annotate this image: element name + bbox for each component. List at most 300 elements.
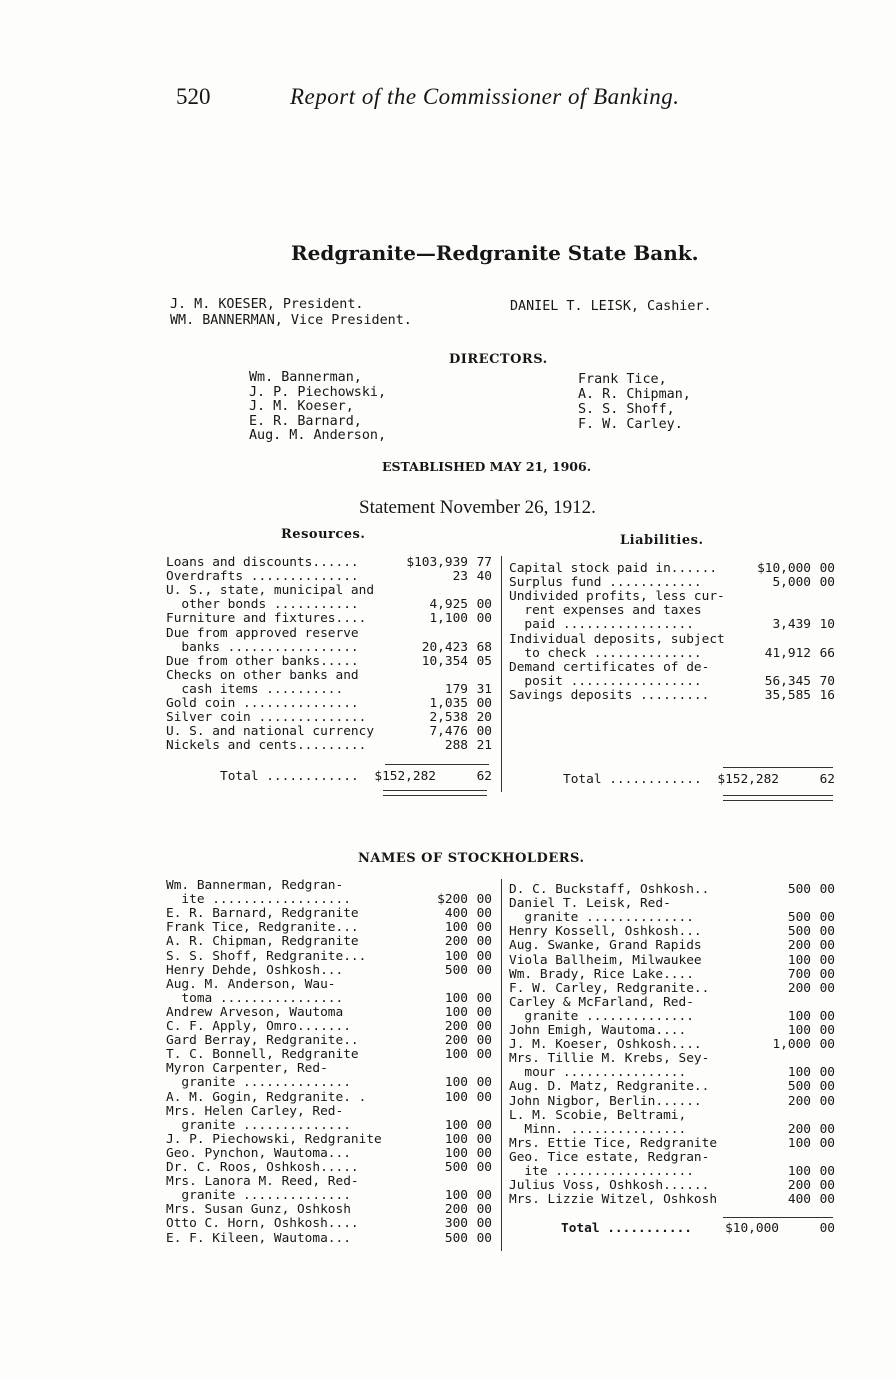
resource-line-cents: 05 xyxy=(476,653,492,669)
stockholder-row-cents: 00 xyxy=(476,920,492,936)
stockholder-row-dollars: 500 xyxy=(787,1079,811,1095)
stockholder-row-cents: 00 xyxy=(819,952,835,968)
stockholder-row-label: Mrs. Lizzie Witzel, Oshkosh xyxy=(509,1192,718,1208)
stockholder-row-label: toma ................ xyxy=(166,990,344,1006)
resources-table xyxy=(166,556,498,756)
resource-line-label: U. S., state, municipal and xyxy=(166,583,375,599)
resource-line-dollars: 10,354 xyxy=(421,653,468,669)
stockholder-row-cents: 00 xyxy=(476,990,492,1006)
liability-line-dollars: $10,000 xyxy=(757,561,811,576)
stockholder-row-dollars: 700 xyxy=(787,966,811,982)
stockholder-row xyxy=(166,1161,498,1175)
stockholder-row xyxy=(166,1175,498,1189)
liability-line-dollars: 5,000 xyxy=(772,575,811,591)
stockholders-total-cents: 00 xyxy=(819,1221,835,1236)
resources-total-cents: 62 xyxy=(476,769,492,784)
stockholder-row xyxy=(166,1048,498,1062)
stockholder-row-label: A. M. Gogin, Redgranite. . xyxy=(166,1089,367,1105)
stockholder-row-label: Otto C. Horn, Oshkosh.... xyxy=(166,1216,359,1232)
liability-line-cents: 66 xyxy=(819,645,835,661)
resource-line-label: Nickels and cents......... xyxy=(166,738,367,754)
stockholder-row-label: John Nigbor, Berlin...... xyxy=(509,1093,702,1109)
stockholder-row-label: ite .................. xyxy=(509,1164,694,1179)
stockholder-row xyxy=(166,1020,498,1034)
stockholder-row xyxy=(509,897,841,911)
stockholder-row xyxy=(509,1038,841,1052)
resource-line-cents: 40 xyxy=(476,569,492,585)
stockholder-row-cents: 00 xyxy=(476,1188,492,1204)
stockholder-row-label: Geo. Pynchon, Wautoma... xyxy=(166,1145,351,1161)
resource-line-cents: 20 xyxy=(476,710,492,726)
stockholder-row-dollars: 200 xyxy=(787,1121,811,1137)
resource-line xyxy=(166,612,498,626)
stockholder-row-dollars: 400 xyxy=(787,1192,811,1208)
stockholder-row-cents: 00 xyxy=(819,1135,835,1151)
stockholder-row-cents: 00 xyxy=(476,1033,492,1049)
stockholder-row-dollars: 200 xyxy=(444,1019,468,1034)
resource-line-label: Due from other banks..... xyxy=(166,653,359,669)
stockholder-row-dollars: 200 xyxy=(444,1033,468,1049)
stockholder-row-cents: 00 xyxy=(819,1023,835,1038)
resources-sum-rule xyxy=(385,764,489,765)
stockholder-row xyxy=(509,1024,841,1038)
stockholder-row-dollars: 200 xyxy=(787,980,811,996)
stockholder-row-dollars: $200 xyxy=(437,892,468,908)
stockholder-row-label: Mrs. Susan Gunz, Oshkosh xyxy=(166,1202,351,1218)
resource-line-dollars: 1,035 xyxy=(429,696,468,711)
stockholder-row-label: Mrs. Helen Carley, Red- xyxy=(166,1103,344,1119)
liabilities-sum-rule xyxy=(723,767,833,768)
stockholder-row xyxy=(509,1066,841,1080)
director-name: A. R. Chipman, xyxy=(578,387,691,402)
liability-line xyxy=(509,661,841,675)
resource-line-dollars: 1,100 xyxy=(429,611,468,627)
liability-line-dollars: 35,585 xyxy=(764,687,811,703)
resource-line xyxy=(166,641,498,655)
resource-line-cents: 00 xyxy=(476,611,492,627)
stockholder-row xyxy=(166,1217,498,1231)
stockholder-row-label: Mrs. Tillie M. Krebs, Sey- xyxy=(509,1051,710,1067)
liability-line-cents: 16 xyxy=(819,687,835,703)
stockholder-row-cents: 00 xyxy=(476,1216,492,1232)
stockholder-row xyxy=(166,964,498,978)
stockholder-row-label: D. C. Buckstaff, Oshkosh.. xyxy=(509,882,710,897)
stockholder-row xyxy=(509,1010,841,1024)
stockholder-row-label: Wm. Bannerman, Redgran- xyxy=(166,878,344,893)
stockholder-row-dollars: 100 xyxy=(787,1164,811,1179)
liability-line xyxy=(509,675,841,689)
stockholder-row-cents: 00 xyxy=(819,1065,835,1081)
directors-right-column xyxy=(578,372,691,432)
stockholder-row-cents: 00 xyxy=(819,882,835,897)
bank-title: Redgranite—Redgranite State Bank. xyxy=(291,241,699,265)
stockholder-row-dollars: 200 xyxy=(787,1093,811,1109)
stockholder-row-label: Gard Berray, Redgranite.. xyxy=(166,1033,359,1049)
stockholder-row xyxy=(166,935,498,949)
resource-line xyxy=(166,627,498,641)
stockholder-row-dollars: 500 xyxy=(787,910,811,926)
stockholder-row-dollars: 100 xyxy=(444,990,468,1006)
liability-line-dollars: 56,345 xyxy=(764,673,811,689)
resource-line-cents: 00 xyxy=(476,724,492,740)
resource-line xyxy=(166,725,498,739)
liabilities-table xyxy=(509,562,841,712)
stockholder-row-dollars: 100 xyxy=(787,1008,811,1024)
stockholder-row-cents: 00 xyxy=(476,1230,492,1246)
liabilities-total-label: Total ............ xyxy=(563,772,702,787)
liability-line-dollars: 3,439 xyxy=(772,617,811,633)
stockholder-row-dollars: 200 xyxy=(444,934,468,950)
stockholder-row-cents: 00 xyxy=(819,1037,835,1053)
resource-line xyxy=(166,697,498,711)
stockholder-row xyxy=(509,1137,841,1151)
liability-line xyxy=(509,633,841,647)
director-name: J. P. Piechowski, xyxy=(249,384,387,400)
stockholder-row xyxy=(509,1179,841,1193)
stockholder-row xyxy=(509,911,841,925)
stockholder-row-dollars: 100 xyxy=(444,920,468,936)
stockholder-row xyxy=(166,879,498,893)
stockholder-row xyxy=(166,1147,498,1161)
stockholders-total-label: Total ........... xyxy=(561,1221,692,1236)
director-name: Wm. Bannerman, xyxy=(249,370,362,385)
stockholder-row xyxy=(166,950,498,964)
stockholder-row-label: Daniel T. Leisk, Red- xyxy=(509,896,671,912)
liability-line-dollars: 41,912 xyxy=(764,645,811,661)
resource-line-label: Gold coin ............... xyxy=(166,696,359,711)
liability-line-label: Surplus fund ............ xyxy=(509,575,702,591)
stockholder-row-cents: 00 xyxy=(819,1121,835,1137)
stockholder-row-label: Aug. Swanke, Grand Rapids xyxy=(509,938,702,954)
liability-line xyxy=(509,689,841,703)
resource-line xyxy=(166,655,498,669)
stockholder-row-label: granite .............. xyxy=(509,910,694,926)
stockholder-row xyxy=(166,1091,498,1105)
stockholder-row-dollars: 500 xyxy=(444,1230,468,1246)
stockholder-row xyxy=(166,1232,498,1246)
established-date: ESTABLISHED MAY 21, 1906. xyxy=(382,459,592,474)
stockholder-row-cents: 00 xyxy=(476,1117,492,1133)
stockholder-row-dollars: 100 xyxy=(787,1135,811,1151)
stockholder-row-label: F. W. Carley, Redgranite.. xyxy=(509,980,710,996)
liability-line-label: to check .............. xyxy=(509,645,702,661)
liability-line xyxy=(509,647,841,661)
resource-line-label: Loans and discounts...... xyxy=(166,555,359,570)
stockholder-row-cents: 00 xyxy=(476,906,492,922)
resources-total-double-rule xyxy=(383,790,487,796)
stockholder-row-label: Mrs. Ettie Tice, Redgranite xyxy=(509,1135,718,1151)
stockholder-row xyxy=(509,1052,841,1066)
stockholder-row-cents: 00 xyxy=(476,1160,492,1175)
director-name: Aug. M. Anderson, xyxy=(249,428,387,444)
stockholder-row xyxy=(509,1080,841,1094)
resource-line xyxy=(166,556,498,570)
stockholder-row xyxy=(509,925,841,939)
liabilities-total-double-rule xyxy=(723,795,833,801)
resource-line-cents: 77 xyxy=(476,555,492,570)
stockholders-divider xyxy=(501,879,502,1251)
resource-line xyxy=(166,584,498,598)
resources-total-label: Total ............ xyxy=(220,769,359,784)
stockholder-row-dollars: 200 xyxy=(787,1178,811,1194)
stockholder-row-label: Viola Ballheim, Milwaukee xyxy=(509,952,702,968)
resource-line-cents: 00 xyxy=(476,597,492,613)
stockholder-row xyxy=(166,1034,498,1048)
stockholder-row-label: mour ................ xyxy=(509,1065,687,1081)
stockholder-row xyxy=(166,921,498,935)
stockholder-row-label: Carley & McFarland, Red- xyxy=(509,994,694,1010)
liability-line xyxy=(509,618,841,632)
stockholder-row-cents: 00 xyxy=(476,1075,492,1091)
stockholder-row-label: T. C. Bonnell, Redgranite xyxy=(166,1047,359,1063)
liability-line xyxy=(509,590,841,604)
stockholder-row-dollars: 500 xyxy=(444,1160,468,1175)
stockholder-row-dollars: 400 xyxy=(444,906,468,922)
resource-line-label: Checks on other banks and xyxy=(166,667,359,683)
resource-line-cents: 31 xyxy=(476,681,492,697)
stockholder-row-label: J. P. Piechowski, Redgranite xyxy=(166,1131,382,1147)
stockholder-row-dollars: 100 xyxy=(787,952,811,968)
stockholder-row-dollars: 100 xyxy=(444,1131,468,1147)
stockholder-row-label: S. S. Shoff, Redgranite... xyxy=(166,948,367,964)
stockholder-row-cents: 00 xyxy=(819,966,835,982)
stockholder-row-cents: 00 xyxy=(819,1093,835,1109)
stockholder-row xyxy=(166,907,498,921)
stockholder-row-label: Henry Dehde, Oshkosh... xyxy=(166,962,344,978)
stockholder-row xyxy=(509,1109,841,1123)
resource-line-dollars: 2,538 xyxy=(429,710,468,726)
liabilities-total-dollars: $152,282 xyxy=(717,772,779,787)
director-name: Frank Tice, xyxy=(578,372,667,387)
resource-line xyxy=(166,598,498,612)
center-divider xyxy=(501,556,502,792)
stockholder-row-label: Wm. Brady, Rice Lake.... xyxy=(509,966,694,982)
stockholder-row-label: Henry Kossell, Oshkosh... xyxy=(509,924,702,940)
resource-line xyxy=(166,711,498,725)
stockholders-heading: NAMES OF STOCKHOLDERS. xyxy=(358,851,585,866)
stockholder-row-dollars: 100 xyxy=(444,1047,468,1063)
stockholder-row-label: ite .................. xyxy=(166,892,351,908)
stockholder-row xyxy=(166,1105,498,1119)
stockholder-row xyxy=(166,893,498,907)
stockholder-row-dollars: 100 xyxy=(444,948,468,964)
stockholder-row xyxy=(509,996,841,1010)
statement-title: Statement November 26, 1912. xyxy=(359,497,596,518)
resource-line xyxy=(166,739,498,753)
stockholder-row-dollars: 100 xyxy=(787,1065,811,1081)
stockholder-row-cents: 00 xyxy=(819,1008,835,1024)
liability-line-cents: 70 xyxy=(819,673,835,689)
stockholder-row xyxy=(166,1076,498,1090)
resource-line-label: cash items .......... xyxy=(166,681,344,697)
resource-line-cents: 00 xyxy=(476,696,492,711)
resource-line-label: U. S. and national currency xyxy=(166,724,375,740)
stockholder-row xyxy=(509,954,841,968)
liability-line xyxy=(509,604,841,618)
stockholder-row-cents: 00 xyxy=(819,1079,835,1095)
stockholder-row xyxy=(166,1006,498,1020)
stockholder-row-label: granite .............. xyxy=(166,1075,351,1091)
stockholder-row-dollars: 100 xyxy=(444,1145,468,1161)
resource-line xyxy=(166,683,498,697)
stockholder-row xyxy=(509,968,841,982)
resources-heading: Resources. xyxy=(281,527,366,542)
stockholder-row-label: E. F. Kileen, Wautoma... xyxy=(166,1230,351,1246)
officer-cashier: DANIEL T. LEISK, Cashier. xyxy=(510,299,712,314)
resource-line-dollars: 20,423 xyxy=(421,639,468,655)
liability-line-label: Undivided profits, less cur- xyxy=(509,589,725,605)
stockholder-row-label: A. R. Chipman, Redgranite xyxy=(166,934,359,950)
stockholder-row-cents: 00 xyxy=(819,910,835,926)
stockholder-row-cents: 00 xyxy=(819,938,835,954)
resource-line xyxy=(166,669,498,683)
resource-line-dollars: 179 xyxy=(444,681,468,697)
stockholder-row-cents: 00 xyxy=(819,1178,835,1194)
liability-line-cents: 00 xyxy=(819,575,835,591)
stockholder-row-label: Aug. M. Anderson, Wau- xyxy=(166,976,336,992)
stockholder-row xyxy=(166,992,498,1006)
stockholder-row-cents: 00 xyxy=(819,980,835,996)
stockholder-row xyxy=(166,978,498,992)
stockholder-row xyxy=(509,1123,841,1137)
resource-line-cents: 21 xyxy=(476,738,492,754)
stockholder-row xyxy=(166,1062,498,1076)
director-name: F. W. Carley. xyxy=(578,417,683,432)
stockholder-row xyxy=(509,982,841,996)
stockholders-total-row xyxy=(509,1222,841,1238)
liability-line xyxy=(509,562,841,576)
liabilities-total-row xyxy=(509,773,841,789)
directors-heading: DIRECTORS. xyxy=(449,352,548,367)
liability-line-cents: 10 xyxy=(819,617,835,633)
stockholder-row-cents: 00 xyxy=(476,892,492,908)
stockholder-row-dollars: 100 xyxy=(444,1075,468,1091)
director-name: J. M. Koeser, xyxy=(249,399,354,415)
liability-line-label: Demand certificates of de- xyxy=(509,659,710,675)
stockholder-row-cents: 00 xyxy=(476,948,492,964)
page-number: 520 xyxy=(176,84,211,109)
liability-line-cents: 00 xyxy=(819,561,835,576)
stockholder-row-cents: 00 xyxy=(476,1047,492,1063)
stockholder-row-cents: 00 xyxy=(819,1164,835,1179)
stockholder-row xyxy=(509,1095,841,1109)
liability-line-label: Capital stock paid in...... xyxy=(509,561,718,576)
stockholder-row-cents: 00 xyxy=(476,934,492,950)
stockholder-row-dollars: 500 xyxy=(444,962,468,978)
stockholder-row-dollars: 100 xyxy=(787,1023,811,1038)
stockholder-row-label: Aug. D. Matz, Redgranite.. xyxy=(509,1079,710,1095)
stockholders-left-table xyxy=(166,879,498,1249)
stockholder-row-dollars: 500 xyxy=(787,882,811,897)
stockholder-row-label: John Emigh, Wautoma.... xyxy=(509,1023,687,1038)
running-title: Report of the Commissioner of Banking. xyxy=(290,84,680,109)
liability-line-label: paid ................. xyxy=(509,617,694,633)
stockholder-row-label: Andrew Arveson, Wautoma xyxy=(166,1004,344,1020)
stockholder-row-cents: 00 xyxy=(476,1004,492,1020)
stockholder-row-dollars: 500 xyxy=(787,924,811,940)
stockholders-total-dollars: $10,000 xyxy=(725,1221,779,1236)
stockholder-row xyxy=(509,1193,841,1207)
resource-line-label: Due from approved reserve xyxy=(166,625,359,641)
director-name: E. R. Barnard, xyxy=(249,413,362,429)
stockholder-row-label: granite .............. xyxy=(166,1188,351,1204)
director-name: S. S. Shoff, xyxy=(578,402,675,417)
stockholder-row-label: Geo. Tice estate, Redgran- xyxy=(509,1149,710,1165)
stockholders-sum-rule xyxy=(723,1217,833,1218)
resource-line-cents: 68 xyxy=(476,639,492,655)
stockholder-row xyxy=(166,1119,498,1133)
stockholder-row-label: Dr. C. Roos, Oshkosh..... xyxy=(166,1160,359,1175)
stockholder-row-label: Frank Tice, Redgranite... xyxy=(166,920,359,936)
officer-vice-president: WM. BANNERMAN, Vice President. xyxy=(170,313,412,328)
stockholder-row-cents: 00 xyxy=(476,1202,492,1218)
stockholder-row-cents: 00 xyxy=(476,962,492,978)
resources-total-row xyxy=(166,770,498,786)
resource-line-dollars: 288 xyxy=(444,738,468,754)
stockholder-row xyxy=(509,1151,841,1165)
stockholder-row-label: Minn. ............... xyxy=(509,1121,687,1137)
liability-line-label: rent expenses and taxes xyxy=(509,603,702,619)
stockholder-row-dollars: 300 xyxy=(444,1216,468,1232)
stockholder-row-dollars: 100 xyxy=(444,1188,468,1204)
stockholder-row-cents: 00 xyxy=(476,1145,492,1161)
stockholder-row-cents: 00 xyxy=(476,1131,492,1147)
stockholders-right-table xyxy=(509,883,841,1213)
resource-line-dollars: 23 xyxy=(452,569,468,585)
liability-line-label: posit ................. xyxy=(509,673,702,689)
resources-total-dollars: $152,282 xyxy=(374,769,436,784)
stockholder-row-label: E. R. Barnard, Redgranite xyxy=(166,906,359,922)
stockholder-row xyxy=(166,1203,498,1217)
liability-line-label: Individual deposits, subject xyxy=(509,631,725,647)
liability-line-label: Savings deposits ......... xyxy=(509,687,710,703)
liabilities-total-cents: 62 xyxy=(819,772,835,787)
stockholder-row xyxy=(166,1133,498,1147)
stockholder-row-dollars: 100 xyxy=(444,1004,468,1020)
resource-line-dollars: $103,939 xyxy=(406,555,468,570)
stockholder-row-dollars: 100 xyxy=(444,1089,468,1105)
stockholder-row-cents: 00 xyxy=(476,1089,492,1105)
stockholder-row-label: L. M. Scobie, Beltrami, xyxy=(509,1107,687,1123)
resource-line-label: other bonds ........... xyxy=(166,597,359,613)
stockholder-row-cents: 00 xyxy=(476,1019,492,1034)
stockholder-row-label: J. M. Koeser, Oshkosh.... xyxy=(509,1037,702,1053)
stockholder-row-dollars: 200 xyxy=(444,1202,468,1218)
stockholder-row-dollars: 1,000 xyxy=(772,1037,811,1053)
resource-line-label: banks ................. xyxy=(166,639,359,655)
stockholder-row xyxy=(166,1189,498,1203)
stockholder-row-cents: 00 xyxy=(819,924,835,940)
directors-left-column xyxy=(249,371,386,444)
resource-line-dollars: 7,476 xyxy=(429,724,468,740)
stockholder-row-label: Mrs. Lanora M. Reed, Red- xyxy=(166,1174,359,1190)
resource-line-label: Silver coin .............. xyxy=(166,710,367,726)
liabilities-heading: Liabilities. xyxy=(620,533,704,548)
stockholder-row-label: Myron Carpenter, Red- xyxy=(166,1061,328,1077)
stockholder-row-label: Julius Voss, Oshkosh...... xyxy=(509,1178,710,1194)
stockholder-row xyxy=(509,883,841,897)
resource-line-label: Furniture and fixtures.... xyxy=(166,611,367,627)
stockholder-row-label: granite .............. xyxy=(509,1008,694,1024)
liability-line xyxy=(509,576,841,590)
stockholder-row xyxy=(509,1165,841,1179)
stockholder-row-cents: 00 xyxy=(819,1192,835,1208)
stockholder-row-dollars: 200 xyxy=(787,938,811,954)
officer-president: J. M. KOESER, President. xyxy=(170,297,364,312)
stockholder-row-label: C. F. Apply, Omro....... xyxy=(166,1019,351,1034)
resource-line xyxy=(166,570,498,584)
stockholder-row-label: granite .............. xyxy=(166,1117,351,1133)
